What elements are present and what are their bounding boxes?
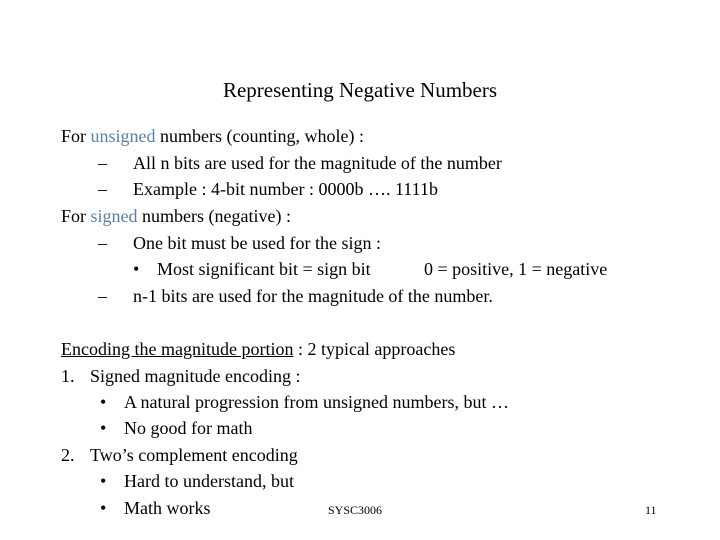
unsigned-keyword: unsigned bbox=[90, 126, 156, 146]
bullet-text: All n bits are used for the magnitude of the number bbox=[133, 153, 502, 173]
dash-marker: – bbox=[98, 179, 107, 199]
unsigned-heading bbox=[61, 125, 364, 147]
slide-title: Representing Negative Numbers bbox=[222, 78, 498, 102]
unsigned-prefix: For bbox=[61, 126, 91, 146]
encoding-item-2-sub-1: • Hard to understand, but bbox=[100, 471, 294, 491]
footer-page-number: 11 bbox=[645, 503, 657, 517]
item-text: Signed magnitude encoding : bbox=[90, 366, 301, 386]
sub-item-text: No good for math bbox=[124, 418, 253, 438]
signed-heading bbox=[61, 205, 291, 227]
dash-marker: – bbox=[98, 233, 107, 253]
dash-marker: – bbox=[98, 286, 107, 306]
unsigned-suffix: numbers (counting, whole) : bbox=[155, 126, 364, 146]
signed-keyword: signed bbox=[90, 206, 138, 226]
sub-item-text: Math works bbox=[124, 498, 211, 518]
signed-sub-bullet bbox=[133, 258, 653, 280]
dash-marker: – bbox=[98, 153, 107, 173]
encoding-item-1-sub-2: • No good for math bbox=[100, 418, 253, 438]
bullet-text: Example : 4-bit number : 0000b …. 1111b bbox=[133, 179, 438, 199]
encoding-item-1-sub-1: • A natural progression from unsigned numbers, but … bbox=[100, 392, 509, 412]
encoding-heading-suffix: : 2 typical approaches bbox=[293, 339, 456, 359]
item-number: 2. bbox=[61, 445, 75, 465]
encoding-heading bbox=[61, 338, 455, 360]
encoding-item-2-sub-2: • Math works bbox=[100, 498, 211, 518]
bullet-text: One bit must be used for the sign : bbox=[133, 233, 381, 253]
bullet-text: n-1 bits are used for the magnitude of the number. bbox=[133, 286, 493, 306]
footer-course: SYSC3006 bbox=[328, 503, 383, 517]
sub-bullet-text: Most significant bit = sign bit bbox=[157, 259, 371, 279]
signed-suffix: numbers (negative) : bbox=[137, 206, 291, 226]
encoding-item-2 bbox=[61, 444, 298, 466]
sign-bit-values: 0 = positive, 1 = negative bbox=[424, 259, 608, 279]
item-text: Two’s complement encoding bbox=[90, 445, 298, 465]
encoding-item-1 bbox=[61, 365, 301, 387]
sub-item-text: A natural progression from unsigned numbers, but … bbox=[124, 392, 509, 412]
bullet-dot: • bbox=[133, 259, 140, 279]
item-number: 1. bbox=[61, 366, 75, 386]
encoding-heading-underlined: Encoding the magnitude portion bbox=[61, 339, 294, 359]
sub-item-text: Hard to understand, but bbox=[124, 471, 294, 491]
signed-prefix: For bbox=[61, 206, 91, 226]
